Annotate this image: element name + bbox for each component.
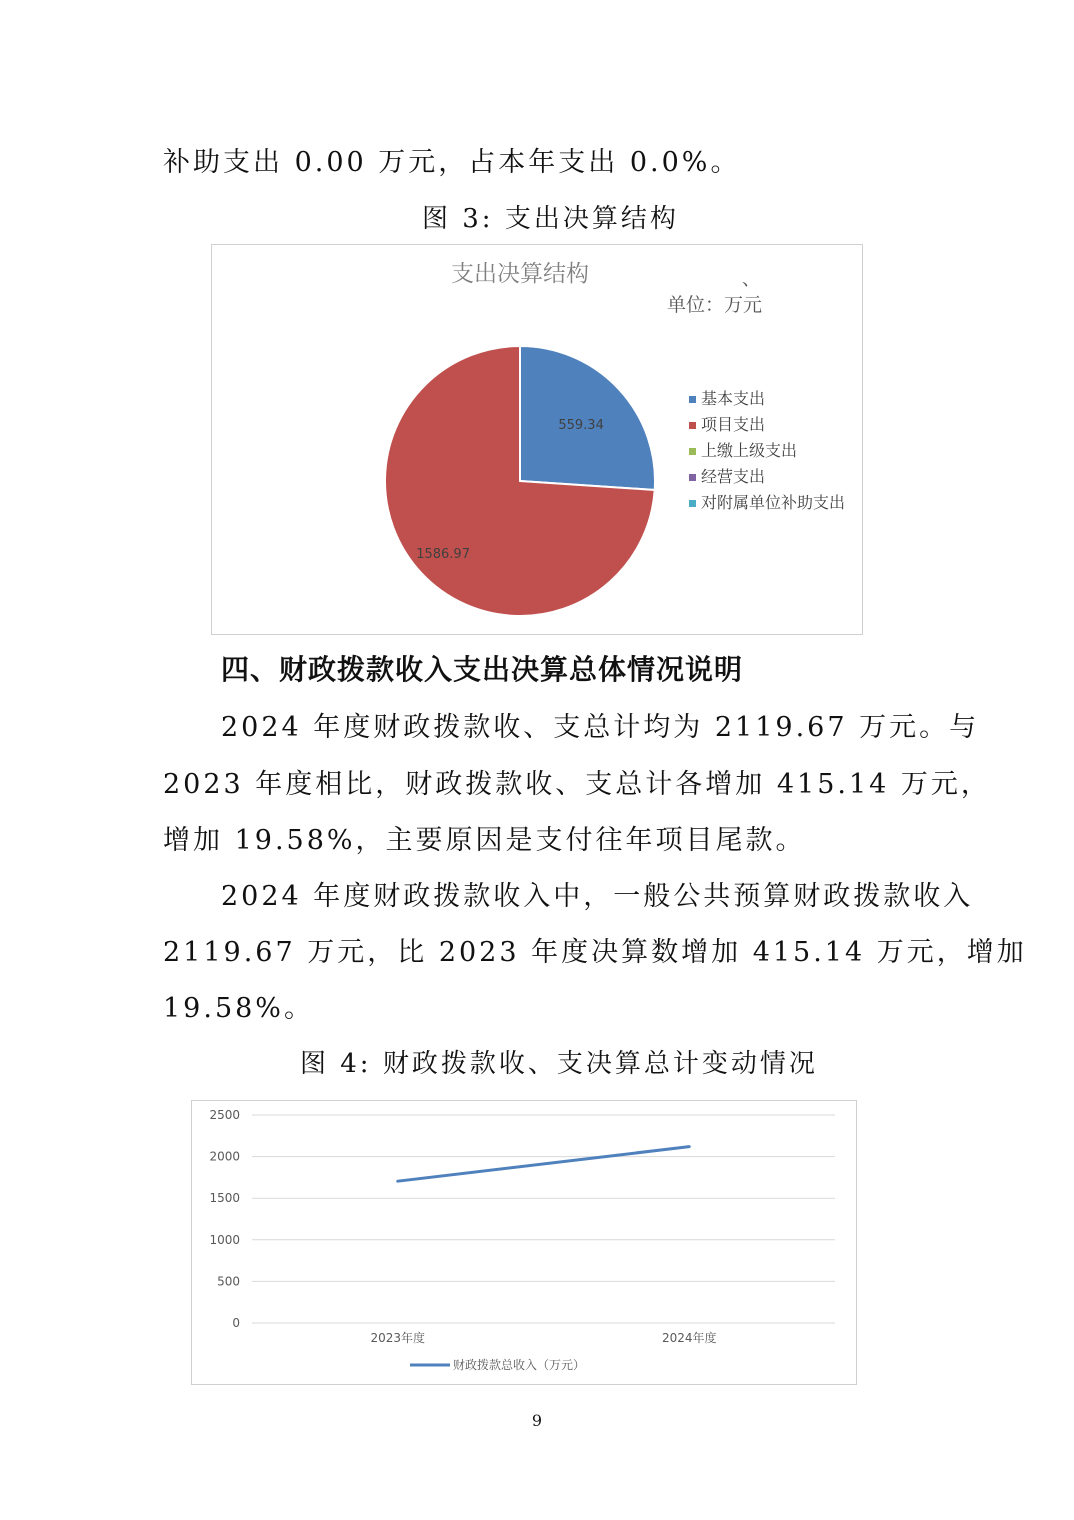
pie-legend-label-0: 基本支出 bbox=[701, 389, 766, 408]
pie-legend-swatch-3 bbox=[689, 474, 696, 481]
page-number: 9 bbox=[531, 1411, 543, 1430]
pie-data-label-1: 1586.97 bbox=[416, 546, 470, 562]
pie-legend-label-3: 经营支出 bbox=[701, 467, 766, 486]
pie-chart-title: 支出决算结构 bbox=[451, 261, 589, 287]
y-tick-label-1: 500 bbox=[217, 1274, 240, 1289]
para2-line3: 19.58%。 bbox=[163, 993, 314, 1024]
pie-chart bbox=[212, 245, 862, 634]
x-tick-label-0: 2023年度 bbox=[370, 1331, 426, 1345]
x-tick-label-1: 2024年度 bbox=[661, 1331, 717, 1345]
para2-line2: 2119.67 万元，比 2023 年度决算数增加 415.14 万元，增加 bbox=[163, 937, 1027, 968]
pie-legend-swatch-0 bbox=[689, 396, 696, 403]
para1-line3: 增加 19.58%，主要原因是支付往年项目尾款。 bbox=[163, 825, 806, 856]
series-line-0 bbox=[398, 1147, 690, 1182]
pie-data-label-0: 559.34 bbox=[558, 417, 604, 433]
pie-legend-swatch-1 bbox=[689, 422, 696, 429]
line-legend-label-0: 财政拨款总收入（万元） bbox=[453, 1358, 586, 1372]
para1-line1: 2024 年度财政拨款收、支总计均为 2119.67 万元。与 bbox=[221, 712, 980, 743]
y-tick-label-3: 1500 bbox=[209, 1191, 240, 1206]
line-chart bbox=[192, 1101, 856, 1384]
pie-legend-label-2: 上缴上级支出 bbox=[701, 441, 798, 460]
y-tick-label-2: 1000 bbox=[209, 1232, 240, 1247]
para2-line1: 2024 年度财政拨款收入中，一般公共预算财政拨款收入 bbox=[221, 881, 974, 912]
figure4-caption: 图 4: 财政拨款收、支决算总计变动情况 bbox=[300, 1049, 818, 1079]
section4-heading: 四、财政拨款收入支出决算总体情况说明 bbox=[221, 653, 744, 686]
y-tick-label-4: 2000 bbox=[209, 1149, 240, 1164]
figure3-caption: 图 3: 支出决算结构 bbox=[422, 204, 679, 234]
y-tick-label-0: 0 bbox=[232, 1316, 240, 1330]
line-chart-container bbox=[191, 1100, 857, 1385]
paragraph-top: 补助支出 0.00 万元，占本年支出 0.0%。 bbox=[163, 147, 741, 178]
y-tick-label-5: 2500 bbox=[209, 1108, 240, 1122]
pie-legend-label-1: 项目支出 bbox=[701, 415, 766, 434]
annotation-mark: 、 bbox=[742, 269, 760, 290]
pie-legend-swatch-4 bbox=[689, 500, 696, 507]
pie-legend-label-4: 对附属单位补助支出 bbox=[701, 493, 846, 512]
para1-line2: 2023 年度相比，财政拨款收、支总计各增加 415.14 万元， bbox=[163, 769, 991, 800]
unit-label: 单位：万元 bbox=[667, 294, 763, 316]
pie-chart-container bbox=[211, 244, 863, 635]
pie-legend-swatch-2 bbox=[689, 448, 696, 455]
